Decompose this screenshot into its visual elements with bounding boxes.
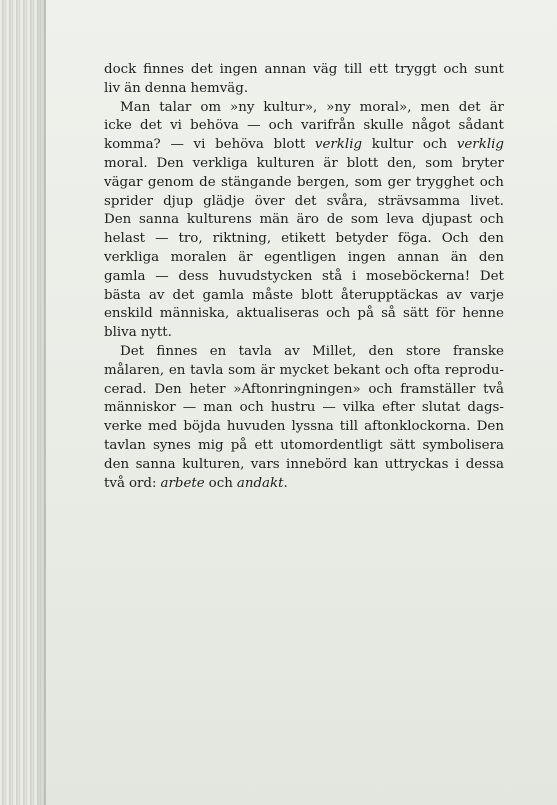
text-line: enskild människa, aktualiseras och på så sätt för henne (104, 306, 504, 322)
text-line: verke med böjda huvuden lyssna till aftonklockorna. Den (104, 419, 504, 435)
text-line: cerad. Den heter »Aftonringningen» och framställer två (104, 381, 504, 397)
text-line: Det finnes en tavla av Millet, den store franske (120, 343, 504, 359)
text-line: den sanna kulturen, vars innebörd kan uttryckas i dessa (104, 456, 504, 472)
text-line: bliva nytt. (104, 325, 172, 341)
text-line: verkliga moralen är egentligen ingen annan än den (104, 249, 504, 265)
text-line: sprider djup glädje över det svåra, strävsamma livet. (104, 193, 504, 209)
text-line: Man talar om »ny kultur», »ny moral», men det är (120, 99, 504, 115)
book-page-edges (0, 0, 46, 805)
text-line: dock finnes det ingen annan väg till ett tryggt och sunt (104, 62, 504, 77)
text-line: komma? — vi behöva blott verklig kultur och verklig (104, 137, 504, 153)
text-line: två ord: arbete och andakt. (104, 475, 288, 491)
text-line: människor — man och hustru — vilka efter slutat dags- (104, 400, 504, 416)
text-line: vägar genom de stängande bergen, som ger trygghet och (104, 174, 504, 190)
book-page (46, 0, 557, 805)
text-line: Den sanna kulturens män äro de som leva djupast och (104, 212, 504, 228)
text-line: tavlan synes mig på ett utomordentligt sätt symbolisera (104, 437, 504, 453)
text-line: liv än denna hemväg. (104, 80, 249, 96)
text-line: icke det vi behöva — och varifrån skulle något sådant (104, 118, 504, 134)
text-line: målaren, en tavla som är mycket bekant och ofta reprodu- (104, 362, 504, 378)
body-text (104, 61, 504, 493)
text-line: moral. Den verkliga kulturen är blott den, som bryter (104, 155, 504, 171)
text-line: gamla — dess huvudstycken stå i moseböckerna! Det (104, 268, 504, 284)
text-line: bästa av det gamla måste blott återupptäckas av varje (104, 287, 504, 303)
text-line: helast — tro, riktning, etikett betyder föga. Och den (104, 231, 504, 247)
